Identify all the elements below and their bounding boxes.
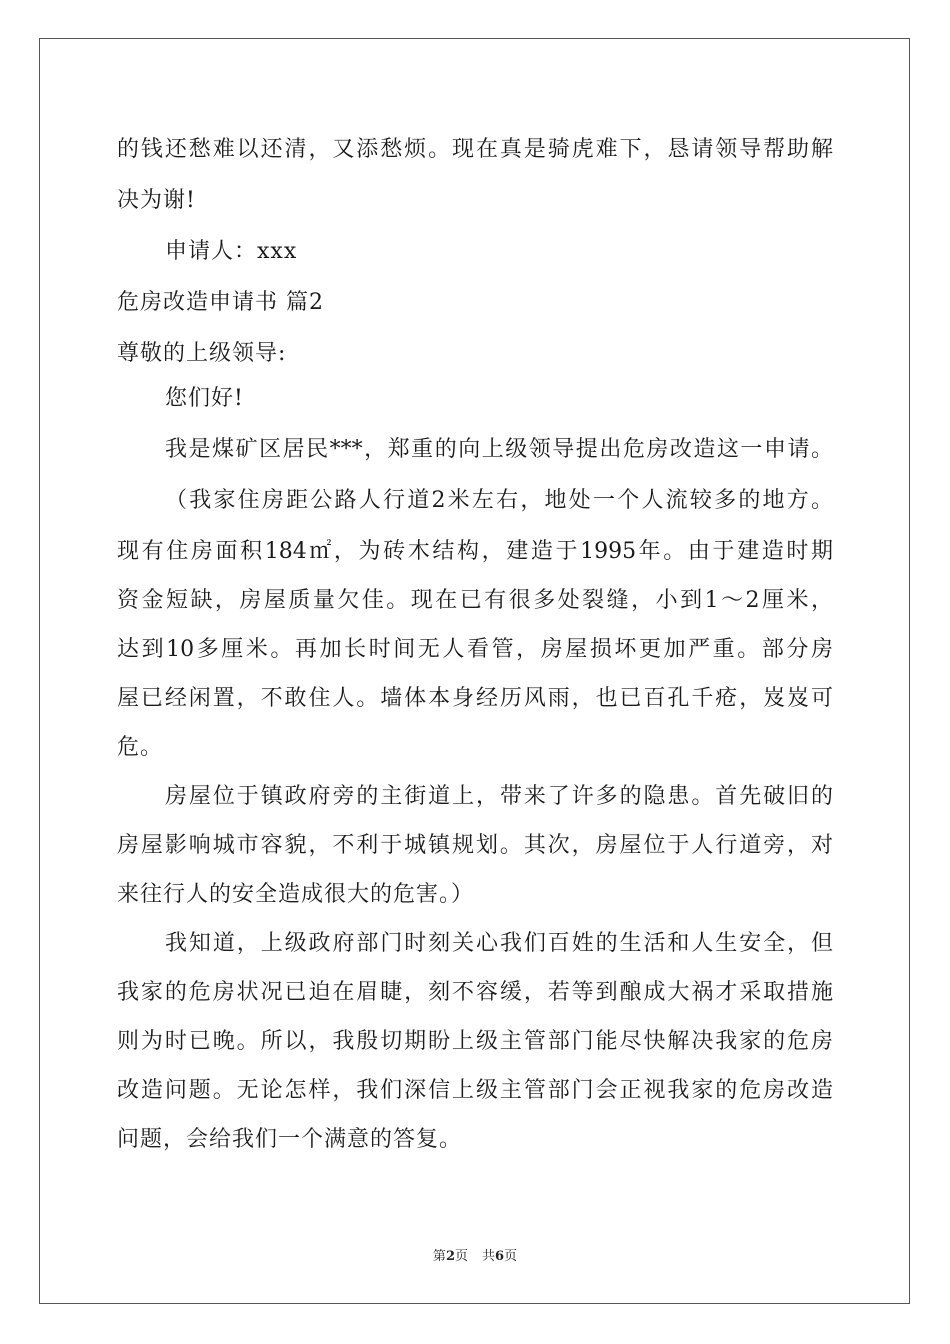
page-border xyxy=(39,38,910,1304)
body-line: （我家住房距公路人行道2米左右，地处一个人流较多的地方。 xyxy=(165,488,833,513)
body-line: 房屋位于镇政府旁的主街道上，带来了许多的隐患。首先破旧的 xyxy=(165,784,833,809)
page-number: 2 xyxy=(445,1249,455,1264)
total-pages: 6 xyxy=(495,1249,505,1264)
signature-line: 申请人：xxx xyxy=(165,239,298,264)
page-suffix: 页 xyxy=(454,1249,468,1264)
body-line: 改造问题。无论怎样，我们深信上级主管部门会正视我家的危房改造 xyxy=(117,1078,833,1103)
body-line: 我家的危房状况已迫在眉睫，刻不容缓，若等到酿成大祸才采取措施 xyxy=(117,980,833,1005)
body-line: 决为谢! xyxy=(117,188,196,213)
body-line: 我是煤矿区居民***，郑重的向上级领导提出危房改造这一申请。 xyxy=(165,437,833,462)
body-line: 问题，会给我们一个满意的答复。 xyxy=(117,1127,463,1152)
body-line: 来往行人的安全造成很大的危害。） xyxy=(117,882,475,907)
greeting: 您们好! xyxy=(165,386,244,411)
page-footer xyxy=(0,1249,950,1265)
total-prefix: 共 xyxy=(482,1249,496,1264)
body-line: 则为时已晚。所以，我殷切期盼上级主管部门能尽快解决我家的危房 xyxy=(117,1029,833,1054)
body-line: 现有住房面积184㎡，为砖木结构，建造于1995年。由于建造时期 xyxy=(117,539,833,564)
body-line: 的钱还愁难以还清，又添愁烦。现在真是骑虎难下，恳请领导帮助解 xyxy=(117,137,833,162)
body-line: 房屋影响城市容貌，不利于城镇规划。其次，房屋位于人行道旁，对 xyxy=(117,833,833,858)
page-prefix: 第 xyxy=(432,1249,446,1264)
body-line: 屋已经闲置，不敢住人。墙体本身经历风雨，也已百孔千疮，岌岌可 xyxy=(117,686,833,711)
body-line: 危。 xyxy=(117,735,164,760)
total-suffix: 页 xyxy=(504,1249,518,1264)
section-title: 危房改造申请书 篇2 xyxy=(117,290,324,315)
body-line: 我知道，上级政府部门时刻关心我们百姓的生活和人生安全，但 xyxy=(165,931,833,956)
body-line: 资金短缺，房屋质量欠佳。现在已有很多处裂缝，小到1～2厘米， xyxy=(117,588,833,613)
body-line: 达到10多厘米。再加长时间无人看管，房屋损坏更加严重。部分房 xyxy=(117,637,833,662)
salutation: 尊敬的上级领导: xyxy=(117,341,287,366)
